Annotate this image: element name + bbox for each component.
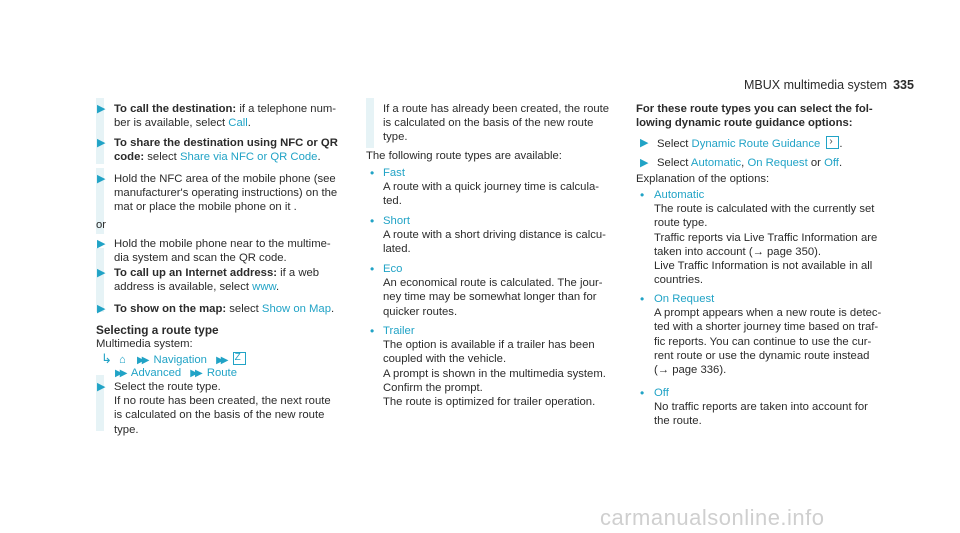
header-title: MBUX multimedia system — [744, 78, 888, 92]
automatic-link[interactable]: Automatic — [690, 157, 742, 169]
call-link[interactable]: Call — [228, 117, 248, 130]
on-request-link[interactable]: On Request — [747, 157, 808, 169]
route-type-short: Short A route with a short driving distance is calcu- lated. — [383, 215, 606, 256]
nav-path-2 — [113, 366, 237, 381]
action-arrow-icon: ▶ — [97, 303, 106, 315]
nav-navigation[interactable]: Navigation — [153, 354, 207, 366]
select-option-step: Select Automatic, On Request or Off. — [657, 157, 843, 169]
chevron-right-icon: ▶▶ — [216, 355, 226, 366]
nav-advanced[interactable]: Advanced — [130, 367, 182, 379]
www-link[interactable]: www — [252, 281, 277, 294]
action-arrow-icon: ▶ — [640, 137, 649, 149]
action-arrow-icon: ▶ — [97, 103, 106, 115]
settings-icon[interactable]: Z — [233, 352, 246, 365]
section-heading: Selecting a route type — [96, 323, 219, 337]
chevron-right-icon: ▶▶ — [115, 368, 125, 379]
option-on-request: On Request A prompt appears when a new route is detec- ted with a shorter journey time based on traf- fic reports. You can continue to use the cur- rent route or use the dynamic route instead (→ page 336). — [654, 293, 882, 377]
nav-route[interactable]: Route — [206, 367, 237, 379]
bullet: • — [370, 262, 375, 276]
route-type-fast: Fast A route with a quick journey time is calcula- ted. — [383, 167, 599, 208]
action-arrow-icon: ▶ — [97, 137, 106, 149]
qr-step: Hold the mobile phone near to the multime- dia system and scan the QR code. — [114, 238, 331, 265]
page-number: 335 — [893, 78, 914, 92]
bullet: • — [640, 386, 645, 400]
explanation-label: Explanation of the options: — [636, 173, 770, 185]
bullet: • — [640, 188, 645, 202]
show-on-map-link[interactable]: Show on Map — [261, 303, 331, 315]
or-text: or — [96, 219, 107, 231]
call-step: To call the destination: if a telephone num- ber is available, select Call. — [114, 103, 337, 130]
page-header — [744, 78, 914, 92]
chevron-right-icon[interactable]: › — [826, 136, 839, 149]
action-arrow-icon: ▶ — [97, 267, 106, 279]
bullet: • — [370, 324, 375, 338]
share-step: To share the destination using NFC or QR code: select Share via NFC or QR Code. — [114, 137, 338, 164]
watermark: carmanualsonline.info — [600, 505, 825, 530]
action-arrow-icon: ▶ — [640, 157, 649, 169]
option-off: Off No traffic reports are taken into account for the route. — [654, 387, 868, 428]
action-arrow-icon: ▶ — [97, 381, 106, 393]
already-created-text: If a route has already been created, the route is calculated on the basis of the new route type. — [383, 103, 610, 144]
home-icon[interactable]: ⌂ — [119, 354, 126, 366]
select-route-type-step: Select the route type. If no route has been created, the next route is calculated on the basis of the new route type. — [114, 381, 331, 436]
action-arrow-icon: ▶ — [97, 173, 106, 185]
bullet: • — [370, 166, 375, 180]
route-type-eco: Eco An economical route is calculated. The jour- ney time may be somewhat longer than for quicker routes. — [383, 263, 603, 318]
option-automatic: Automatic The route is calculated with the currently set route type. Traffic reports via Live Traffic Information are taken into account (→ page 350). Live Traffic Information is not available in all countries. — [654, 189, 878, 287]
bullet: • — [640, 292, 645, 306]
bullet: • — [370, 214, 375, 228]
multimedia-label: Multimedia system: — [96, 338, 193, 350]
web-step: To call up an Internet address: if a web address is available, select www. — [114, 267, 320, 294]
route-types-intro: The following route types are available: — [366, 150, 562, 162]
route-type-trailer: Trailer The option is available if a trailer has been coupled with the vehicle. A prompt is shown in the multimedia system. Confirm the prompt. The route is optimized for trailer operation. — [383, 325, 606, 409]
step-bar — [366, 98, 374, 148]
select-dynamic-step: Select Dynamic Route Guidance › . — [657, 136, 843, 150]
dynamic-route-guidance-link[interactable]: Dynamic Route Guidance — [691, 138, 821, 150]
options-heading: For these route types you can select the fol- lowing dynamic route guidance options: — [636, 103, 873, 130]
action-arrow-icon: ▶ — [97, 238, 106, 250]
map-step: To show on the map: select Show on Map. — [114, 303, 335, 315]
off-link[interactable]: Off — [824, 157, 839, 169]
chevron-right-icon: ▶▶ — [190, 368, 200, 379]
nfc-step: Hold the NFC area of the mobile phone (see manufacturer's operating instructions) on the mat or place the mobile phone on it . — [114, 173, 338, 214]
chevron-right-icon: ▶▶ — [137, 355, 147, 366]
share-link[interactable]: Share via NFC or QR Code — [179, 151, 318, 164]
path-start-icon: ↳ — [101, 351, 112, 366]
